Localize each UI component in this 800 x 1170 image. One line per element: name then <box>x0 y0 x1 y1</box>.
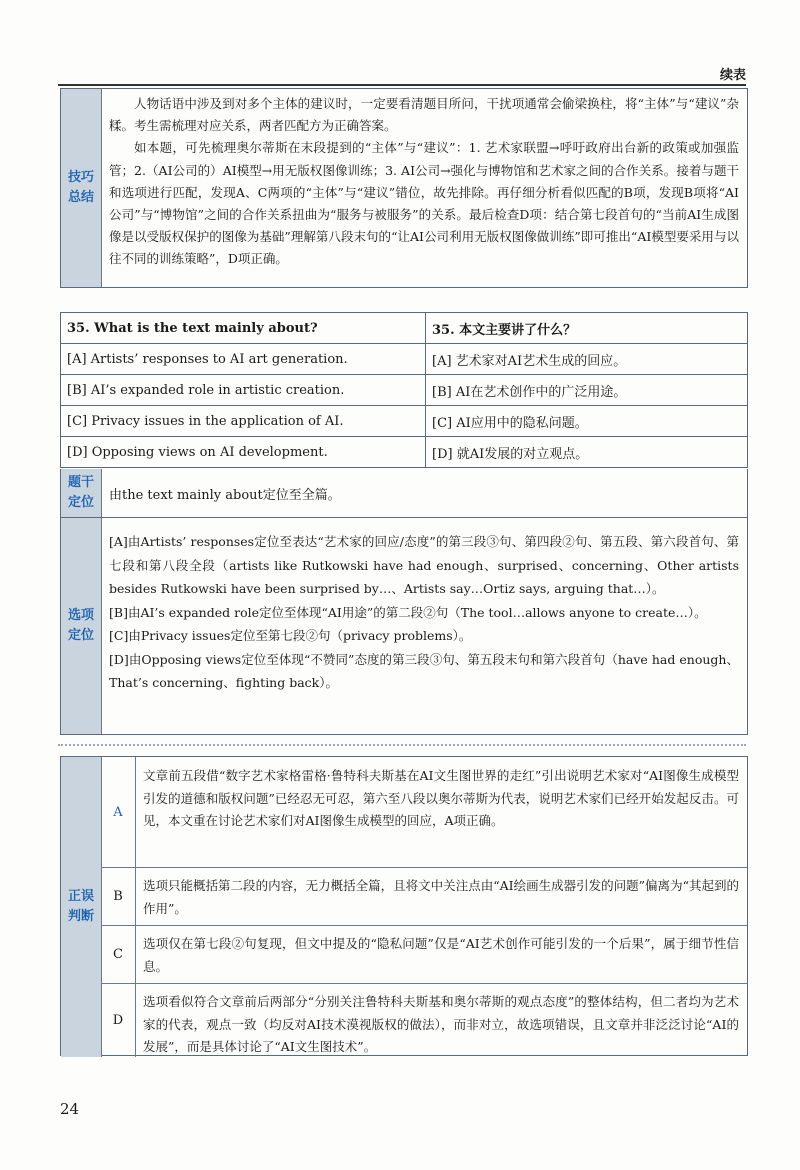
question-en-title: 35. What is the text mainly about? <box>61 313 426 344</box>
tips-paragraph-2: 如本题，可先梳理奥尔蒂斯在末段提到的“主体”与“建议”：1. 艺术家联盟→呼吁政府出台新的政策或加强监管；2.（AI公司的）AI模型→用无版权图像训练；3. AI公司→强化与博物馆和艺术家之间的合作关系。接着与题干和选项进行匹配，发现A、C两项的“主体”与“建议”错位，故先排除。再仔细分析看似匹配的B项，发现B项将“AI公司”与“博物馆”之间的合作关系扭曲为“服务与被服务”的关系。最后检查D项：结合第七段首句的“当前AI生成图像是以受版权保护的图像为基础”理解第八段末句的“让AI公司利用无版权图像做训练”即可推出“AI模型要采用与以往不同的训练策略”，D项正确。 <box>109 140 739 267</box>
judgment-row-d <box>101 983 747 1057</box>
dotted-divider <box>58 744 746 746</box>
tips-label: 技巧 总结 <box>61 89 102 287</box>
judgment-text-d: 选项看似符合文章前后两部分“分别关注鲁特科夫斯基和奥尔蒂斯的观点态度”的整体结构，但二者均为艺术家的代表，观点一致（均反对AI技术漠视版权的做法），而非对立，故选项错误，且文章并非泛泛讨论“AI的发展”，而是具体讨论了“AI文生图技术”。 <box>143 994 739 1054</box>
stem-locate-box <box>60 469 748 518</box>
option-c-en: [C] Privacy issues in the application of AI. <box>61 406 426 437</box>
judgment-letter-d: D <box>101 983 136 1057</box>
tips-content <box>109 93 739 271</box>
option-a-zh: [A] 艺术家对AI艺术生成的回应。 <box>426 344 748 375</box>
table-row <box>61 313 748 344</box>
option-b-zh: [B] AI在艺术创作中的广泛用途。 <box>426 375 748 406</box>
option-locate-a: [A]由Artists’ responses定位至表达“艺术家的回应/态度”的第三段③句、第四段②句、第五段、第六段首句、第七段和第八段全段（artists like Rutkowski have had enough、surprised、concerning、Other artists besides Rutkowski have been surprised by…、Artists say…Ortiz says, arguing that…）。 <box>109 534 739 596</box>
question-table <box>60 312 748 468</box>
judgment-label: 正误 判断 <box>61 757 102 1057</box>
option-locate-d: [D]由Opposing views定位至体现“不赞同”态度的第三段③句、第五段末句和第六段首句（have had enough、That’s concerning、fighting back）。 <box>109 651 739 690</box>
judgment-row-a <box>101 757 747 868</box>
judgment-row-c <box>101 925 747 984</box>
option-locate-c: [C]由Privacy issues定位至第七段②句（privacy problems）。 <box>109 628 472 643</box>
option-locate-box <box>60 518 748 735</box>
option-locate-b: [B]由AI’s expanded role定位至体现“AI用途”的第二段②句（The tool…allows anyone to create…）。 <box>109 604 707 620</box>
judgment-letter-b: B <box>101 867 136 925</box>
option-b-en: [B] AI’s expanded role in artistic creation. <box>61 375 426 406</box>
option-a-en: [A] Artists’ responses to AI art generation. <box>61 344 426 375</box>
option-c-zh: [C] AI应用中的隐私问题。 <box>426 406 748 437</box>
table-row <box>61 406 748 437</box>
option-d-zh: [D] 就AI发展的对立观点。 <box>426 437 748 468</box>
table-row <box>61 437 748 468</box>
tips-paragraph-1: 人物话语中涉及到对多个主体的建议时，一定要看清题目所问，干扰项通常会偷梁换柱，将“主体”与“建议”杂糅。考生需梳理对应关系，两者匹配方为正确答案。 <box>109 96 739 134</box>
option-d-en: [D] Opposing views on AI development. <box>61 437 426 468</box>
header-rule <box>58 84 746 86</box>
question-zh-title: 35. 本文主要讲了什么？ <box>426 313 748 344</box>
table-row <box>61 375 748 406</box>
table-row <box>61 344 748 375</box>
judgment-box <box>60 756 748 1056</box>
option-locate-label: 选项 定位 <box>61 518 102 734</box>
tips-box <box>60 88 748 288</box>
stem-locate-label: 题干 定位 <box>61 469 102 517</box>
judgment-letter-c: C <box>101 925 136 983</box>
page-number: 24 <box>60 1100 80 1118</box>
judgment-text-a: 文章前五段借“数字艺术家格雷格·鲁特科夫斯基在AI文生图世界的走红”引出说明艺术家对“AI图像生成模型引发的道德和版权问题”已经忍无可忍，第六至八段以奥尔蒂斯为代表，说明艺术家们已经开始发起反击。可见，本文重在讨论艺术家们对AI图像生成模型的回应，A项正确。 <box>143 768 739 828</box>
judgment-row-b <box>101 867 747 926</box>
continued-label: 续表 <box>719 68 746 83</box>
judgment-text-c: 选项仅在第七段②句复现，但文中提及的“隐私问题”仅是“AI艺术创作可能引发的一个后果”，属于细节性信息。 <box>143 936 739 974</box>
judgment-text-b: 选项只能概括第二段的内容，无力概括全篇，且将文中关注点由“AI绘画生成器引发的问题”偏离为“其起到的作用”。 <box>143 878 739 916</box>
judgment-letter-a: A <box>101 757 136 867</box>
option-locate-content <box>109 530 739 695</box>
stem-locate-text: 由the text mainly about定位至全篇。 <box>109 488 341 503</box>
